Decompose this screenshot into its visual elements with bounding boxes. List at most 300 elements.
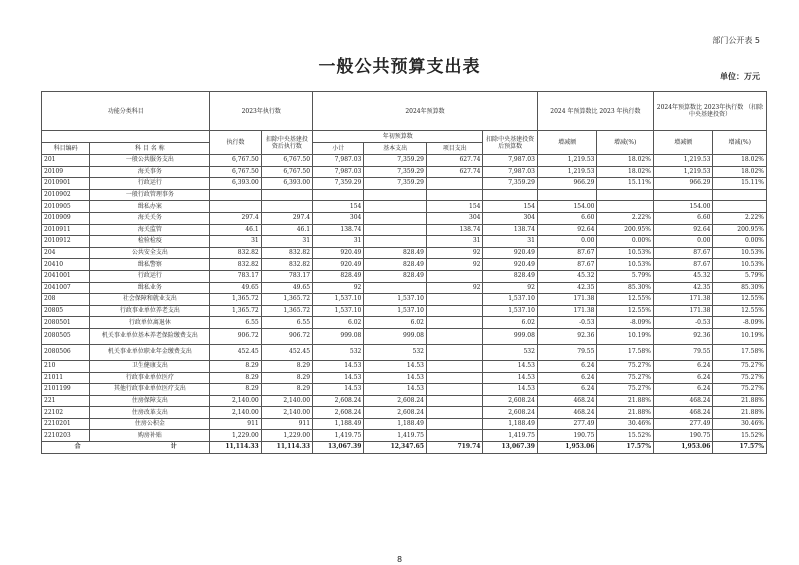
cell-budget-excl: 2,608.24 — [483, 407, 537, 419]
cell-subtotal: 532 — [313, 344, 364, 360]
cell-change-amount: 87.67 — [537, 247, 597, 259]
cell-change-percent-2: 21.88% — [713, 407, 767, 419]
table-row — [42, 395, 767, 407]
cell-budget-excl: 999.08 — [483, 328, 537, 344]
cell-code: 204 — [42, 247, 90, 259]
cell-code: 2080505 — [42, 328, 90, 344]
table-row — [42, 282, 767, 294]
cell-code: 221 — [42, 395, 90, 407]
cell-project — [427, 317, 483, 329]
cell-exec: 1,365.72 — [210, 305, 261, 317]
total-cell-subtotal: 13,067.39 — [313, 442, 364, 454]
cell-budget-excl: 2,608.24 — [483, 395, 537, 407]
cell-change-amount: 190.75 — [537, 430, 597, 442]
cell-name: 行政单位离退休 — [90, 317, 210, 329]
cell-change-percent: 21.88% — [597, 407, 653, 419]
cell-change-amount: 6.24 — [537, 360, 597, 372]
cell-basic: 1,537.10 — [364, 305, 427, 317]
cell-subtotal: 92 — [313, 282, 364, 294]
cell-code: 2080506 — [42, 344, 90, 360]
cell-subtotal: 920.49 — [313, 247, 364, 259]
cell-change-percent-2: 10.19% — [713, 328, 767, 344]
cell-project: 92 — [427, 247, 483, 259]
page-number: 8 — [396, 555, 403, 564]
cell-subtotal: 154 — [313, 201, 364, 213]
cell-basic: 828.49 — [364, 270, 427, 282]
cell-code: 2010902 — [42, 189, 90, 201]
header-compare-exec: 2024 年预算数比 2023 年执行数 — [537, 92, 653, 131]
cell-change-percent: 10.19% — [597, 328, 653, 344]
cell-exec-excl: 1,229.00 — [261, 430, 312, 442]
cell-exec: 832.82 — [210, 259, 261, 271]
cell-project: 138.74 — [427, 224, 483, 236]
cell-exec: 6,767.50 — [210, 166, 261, 178]
cell-exec-excl: 49.65 — [261, 282, 312, 294]
table-row — [42, 224, 767, 236]
cell-change-percent: 18.02% — [597, 166, 653, 178]
cell-basic: 1,419.75 — [364, 430, 427, 442]
cell-project — [427, 270, 483, 282]
cell-change-amount: 92.64 — [537, 224, 597, 236]
cell-project — [427, 178, 483, 190]
cell-exec: 911 — [210, 418, 261, 430]
cell-subtotal: 1,537.10 — [313, 305, 364, 317]
cell-project — [427, 372, 483, 384]
cell-code: 2210201 — [42, 418, 90, 430]
cell-exec-excl: 8.29 — [261, 384, 312, 396]
table-row — [42, 317, 767, 329]
cell-change-amount: 87.67 — [537, 259, 597, 271]
cell-change-percent: 12.55% — [597, 294, 653, 306]
cell-subtotal: 2,608.24 — [313, 395, 364, 407]
total-row — [42, 442, 767, 454]
cell-change-percent-2: 75.27% — [713, 372, 767, 384]
cell-project: 154 — [427, 201, 483, 213]
cell-exec — [210, 189, 261, 201]
cell-basic: 2,608.24 — [364, 407, 427, 419]
table-row — [42, 305, 767, 317]
header-name: 科 目 名 称 — [90, 143, 210, 155]
cell-budget-excl: 1,419.75 — [483, 430, 537, 442]
cell-change-percent: 75.27% — [597, 384, 653, 396]
header-subtotal: 小计 — [313, 143, 364, 155]
table-row — [42, 166, 767, 178]
cell-basic — [364, 212, 427, 224]
cell-change-amount-2: 468.24 — [653, 395, 713, 407]
total-label-right: 计 — [170, 443, 177, 451]
cell-change-percent: 18.02% — [597, 155, 653, 167]
cell-project: 627.74 — [427, 155, 483, 167]
cell-project — [427, 189, 483, 201]
cell-subtotal: 2,608.24 — [313, 407, 364, 419]
cell-project — [427, 344, 483, 360]
cell-exec: 2,140.00 — [210, 407, 261, 419]
table-body — [42, 155, 767, 454]
cell-basic: 1,537.10 — [364, 294, 427, 306]
cell-project: 92 — [427, 282, 483, 294]
cell-code: 20410 — [42, 259, 90, 271]
cell-change-percent: 2.22% — [597, 212, 653, 224]
cell-exec-excl: 46.1 — [261, 224, 312, 236]
cell-name: 其他行政事业单位医疗支出 — [90, 384, 210, 396]
cell-change-percent: 75.27% — [597, 372, 653, 384]
cell-change-amount: 171.38 — [537, 294, 597, 306]
cell-code: 2041007 — [42, 282, 90, 294]
cell-change-percent: 12.55% — [597, 305, 653, 317]
cell-project: 31 — [427, 236, 483, 248]
table-row — [42, 360, 767, 372]
cell-name: 检验检疫 — [90, 236, 210, 248]
total-cell-change-amount-2: 1,953.06 — [653, 442, 713, 454]
cell-exec-excl: 832.82 — [261, 259, 312, 271]
cell-change-amount: 92.36 — [537, 328, 597, 344]
cell-name: 住房保障支出 — [90, 395, 210, 407]
cell-change-percent-2: 15.52% — [713, 430, 767, 442]
cell-basic: 7,359.29 — [364, 155, 427, 167]
cell-change-amount-2: 468.24 — [653, 407, 713, 419]
cell-change-percent-2: -8.09% — [713, 317, 767, 329]
cell-exec-excl: 6,393.00 — [261, 178, 312, 190]
cell-exec-excl: 832.82 — [261, 247, 312, 259]
cell-basic: 999.08 — [364, 328, 427, 344]
budget-expenditure-table — [41, 91, 767, 454]
cell-change-amount-2: 6.24 — [653, 372, 713, 384]
page-title: 一般公共预算支出表 — [318, 57, 481, 77]
cell-name: 行政事业单位医疗 — [90, 372, 210, 384]
cell-basic: 1,188.49 — [364, 418, 427, 430]
cell-change-percent — [597, 189, 653, 201]
cell-change-percent-2: 12.55% — [713, 294, 767, 306]
cell-change-percent: 10.53% — [597, 247, 653, 259]
header-exec-excl: 扣除中央基建投资后执行数 — [261, 131, 312, 155]
cell-project — [427, 418, 483, 430]
cell-change-percent: 5.79% — [597, 270, 653, 282]
cell-project: 304 — [427, 212, 483, 224]
cell-change-percent-2 — [713, 189, 767, 201]
cell-change-amount-2: 277.49 — [653, 418, 713, 430]
cell-code: 208 — [42, 294, 90, 306]
cell-change-percent: 15.11% — [597, 178, 653, 190]
cell-budget-excl: 1,537.10 — [483, 305, 537, 317]
cell-change-amount-2: 92.36 — [653, 328, 713, 344]
cell-change-percent-2: 12.55% — [713, 305, 767, 317]
cell-change-percent-2: 75.27% — [713, 360, 767, 372]
cell-exec: 31 — [210, 236, 261, 248]
cell-change-amount: 42.35 — [537, 282, 597, 294]
cell-change-amount-2: 92.64 — [653, 224, 713, 236]
cell-exec-excl: 6.55 — [261, 317, 312, 329]
total-cell-change-percent-2: 17.57% — [713, 442, 767, 454]
header-basic: 基本支出 — [364, 143, 427, 155]
cell-name: 住房改革支出 — [90, 407, 210, 419]
cell-name: 海关事务 — [90, 166, 210, 178]
cell-basic — [364, 282, 427, 294]
total-cell-exec: 11,114.33 — [210, 442, 261, 454]
table-row — [42, 384, 767, 396]
cell-name: 公共安全支出 — [90, 247, 210, 259]
cell-change-percent-2: 18.02% — [713, 166, 767, 178]
cell-name: 缉私业务 — [90, 282, 210, 294]
cell-exec-excl: 2,140.00 — [261, 395, 312, 407]
cell-exec-excl: 297.4 — [261, 212, 312, 224]
cell-basic: 2,608.24 — [364, 395, 427, 407]
cell-budget-excl: 7,987.03 — [483, 155, 537, 167]
table-row — [42, 270, 767, 282]
cell-name: 海关监管 — [90, 224, 210, 236]
cell-change-percent: 21.88% — [597, 395, 653, 407]
header-change-amount: 增减额 — [537, 131, 597, 155]
cell-change-percent-2: 30.46% — [713, 418, 767, 430]
cell-basic: 828.49 — [364, 247, 427, 259]
cell-basic: 7,359.29 — [364, 178, 427, 190]
cell-subtotal: 6.02 — [313, 317, 364, 329]
header-annual-budget: 年初预算数 — [313, 131, 483, 143]
cell-change-percent: 15.52% — [597, 430, 653, 442]
cell-project — [427, 305, 483, 317]
cell-exec: 832.82 — [210, 247, 261, 259]
cell-code: 2010911 — [42, 224, 90, 236]
header-compare-exec-excl: 2024年预算数比 2023年执行数 （扣除中央基建投资） — [653, 92, 766, 131]
cell-change-amount-2: 0.00 — [653, 236, 713, 248]
cell-code: 201 — [42, 155, 90, 167]
cell-change-amount-2 — [653, 189, 713, 201]
cell-subtotal: 14.53 — [313, 384, 364, 396]
cell-exec-excl: 911 — [261, 418, 312, 430]
cell-subtotal: 14.53 — [313, 372, 364, 384]
cell-exec-excl: 8.29 — [261, 360, 312, 372]
cell-subtotal: 999.08 — [313, 328, 364, 344]
cell-subtotal: 1,419.75 — [313, 430, 364, 442]
cell-exec: 8.29 — [210, 372, 261, 384]
cell-change-amount-2: 42.35 — [653, 282, 713, 294]
total-label-left: 合 — [74, 443, 81, 451]
cell-change-amount: 154.00 — [537, 201, 597, 213]
cell-project — [427, 384, 483, 396]
header-exec: 执行数 — [210, 131, 261, 155]
cell-name: 行政事业单位养老支出 — [90, 305, 210, 317]
cell-budget-excl: 920.49 — [483, 247, 537, 259]
cell-change-percent-2: 2.22% — [713, 212, 767, 224]
header-exec-2023: 2023年执行数 — [210, 92, 313, 131]
table-row — [42, 236, 767, 248]
cell-budget-excl: 14.53 — [483, 372, 537, 384]
table-row — [42, 430, 767, 442]
cell-budget-excl — [483, 189, 537, 201]
cell-project — [427, 360, 483, 372]
cell-change-amount: 468.24 — [537, 407, 597, 419]
cell-subtotal: 7,359.29 — [313, 178, 364, 190]
cell-code: 2010905 — [42, 201, 90, 213]
cell-change-percent: 75.27% — [597, 360, 653, 372]
header-change-percent-2: 增减(%) — [713, 131, 767, 155]
cell-exec: 6,393.00 — [210, 178, 261, 190]
cell-exec: 1,229.00 — [210, 430, 261, 442]
cell-change-amount-2: -0.53 — [653, 317, 713, 329]
cell-name: 住房公积金 — [90, 418, 210, 430]
cell-change-amount: 6.24 — [537, 372, 597, 384]
cell-basic: 14.53 — [364, 360, 427, 372]
cell-change-amount-2: 1,219.53 — [653, 155, 713, 167]
total-cell-project: 719.74 — [427, 442, 483, 454]
cell-exec: 297.4 — [210, 212, 261, 224]
cell-subtotal: 828.49 — [313, 270, 364, 282]
table-row — [42, 201, 767, 213]
cell-basic: 532 — [364, 344, 427, 360]
cell-change-percent-2: 200.95% — [713, 224, 767, 236]
cell-change-percent — [597, 201, 653, 213]
cell-change-amount: 0.00 — [537, 236, 597, 248]
cell-change-amount: 45.32 — [537, 270, 597, 282]
table-row — [42, 212, 767, 224]
cell-change-amount-2: 45.32 — [653, 270, 713, 282]
cell-change-percent-2: 15.11% — [713, 178, 767, 190]
cell-project: 627.74 — [427, 166, 483, 178]
cell-change-percent: 85.30% — [597, 282, 653, 294]
header-func-category: 功能分类科目 — [42, 92, 210, 131]
cell-budget-excl: 828.49 — [483, 270, 537, 282]
cell-change-percent-2: 21.88% — [713, 395, 767, 407]
table-row — [42, 328, 767, 344]
cell-exec: 49.65 — [210, 282, 261, 294]
cell-exec: 6.55 — [210, 317, 261, 329]
cell-change-amount: 79.55 — [537, 344, 597, 360]
cell-change-amount-2: 87.67 — [653, 259, 713, 271]
cell-subtotal: 920.49 — [313, 259, 364, 271]
cell-exec-excl — [261, 189, 312, 201]
cell-change-amount-2: 171.38 — [653, 294, 713, 306]
header-project: 项目支出 — [427, 143, 483, 155]
cell-budget-excl: 6.02 — [483, 317, 537, 329]
cell-change-amount-2: 154.00 — [653, 201, 713, 213]
cell-exec: 8.29 — [210, 360, 261, 372]
cell-basic — [364, 189, 427, 201]
cell-code: 21011 — [42, 372, 90, 384]
cell-budget-excl: 31 — [483, 236, 537, 248]
cell-subtotal: 31 — [313, 236, 364, 248]
cell-change-percent-2: 18.02% — [713, 155, 767, 167]
cell-exec — [210, 201, 261, 213]
cell-change-amount-2: 6.24 — [653, 360, 713, 372]
cell-change-amount-2: 190.75 — [653, 430, 713, 442]
table-row — [42, 344, 767, 360]
cell-code: 2010909 — [42, 212, 90, 224]
header-budget-excl: 扣除中央基建投资后预算数 — [483, 131, 537, 155]
header-change-amount-2: 增减额 — [653, 131, 713, 155]
cell-change-percent: 0.00% — [597, 236, 653, 248]
cell-budget-excl: 304 — [483, 212, 537, 224]
cell-name: 机关事业单位基本养老保险缴费支出 — [90, 328, 210, 344]
cell-change-amount: 1,219.53 — [537, 155, 597, 167]
header-change-percent: 增减(%) — [597, 131, 653, 155]
cell-name: 社会保障和就业支出 — [90, 294, 210, 306]
total-cell-exec-excl: 11,114.33 — [261, 442, 312, 454]
cell-basic: 828.49 — [364, 259, 427, 271]
cell-code: 20109 — [42, 166, 90, 178]
cell-change-amount: 6.24 — [537, 384, 597, 396]
cell-code: 2041001 — [42, 270, 90, 282]
cell-project — [427, 328, 483, 344]
cell-change-percent: 17.58% — [597, 344, 653, 360]
cell-exec: 783.17 — [210, 270, 261, 282]
cell-budget-excl: 920.49 — [483, 259, 537, 271]
cell-change-percent-2: 17.58% — [713, 344, 767, 360]
cell-change-percent: 10.53% — [597, 259, 653, 271]
cell-code: 210 — [42, 360, 90, 372]
cell-basic — [364, 236, 427, 248]
cell-subtotal: 1,188.49 — [313, 418, 364, 430]
header-code: 科目编码 — [42, 143, 90, 155]
cell-exec-excl: 783.17 — [261, 270, 312, 282]
cell-exec: 2,140.00 — [210, 395, 261, 407]
total-cell-change-percent: 17.57% — [597, 442, 653, 454]
cell-name: 购房补贴 — [90, 430, 210, 442]
cell-project — [427, 294, 483, 306]
cell-change-amount: 468.24 — [537, 395, 597, 407]
table-row — [42, 178, 767, 190]
cell-basic: 14.53 — [364, 384, 427, 396]
cell-project — [427, 430, 483, 442]
cell-exec-excl: 906.72 — [261, 328, 312, 344]
cell-budget-excl: 7,359.29 — [483, 178, 537, 190]
cell-name: 行政运行 — [90, 270, 210, 282]
cell-code: 2210203 — [42, 430, 90, 442]
cell-change-percent-2: 75.27% — [713, 384, 767, 396]
cell-budget-excl: 92 — [483, 282, 537, 294]
cell-subtotal: 7,987.03 — [313, 155, 364, 167]
cell-name: 海关关务 — [90, 212, 210, 224]
table-row — [42, 247, 767, 259]
cell-basic: 6.02 — [364, 317, 427, 329]
cell-code: 2010912 — [42, 236, 90, 248]
table-row — [42, 372, 767, 384]
table-row — [42, 259, 767, 271]
cell-code: 20805 — [42, 305, 90, 317]
cell-exec-excl: 31 — [261, 236, 312, 248]
cell-exec-excl: 6,767.50 — [261, 155, 312, 167]
header-budget-2024: 2024年预算数 — [313, 92, 538, 131]
cell-change-amount: 277.49 — [537, 418, 597, 430]
table-row — [42, 189, 767, 201]
cell-subtotal: 14.53 — [313, 360, 364, 372]
cell-change-amount: 171.38 — [537, 305, 597, 317]
cell-name: 一般行政管理事务 — [90, 189, 210, 201]
cell-name: 行政运行 — [90, 178, 210, 190]
cell-budget-excl: 138.74 — [483, 224, 537, 236]
total-cell-change-amount: 1,953.06 — [537, 442, 597, 454]
cell-budget-excl: 14.53 — [483, 384, 537, 396]
total-cell-budget-excl: 13,067.39 — [483, 442, 537, 454]
cell-exec: 1,365.72 — [210, 294, 261, 306]
cell-change-amount-2: 1,219.53 — [653, 166, 713, 178]
cell-budget-excl: 7,987.03 — [483, 166, 537, 178]
cell-basic — [364, 201, 427, 213]
cell-exec: 46.1 — [210, 224, 261, 236]
cell-change-percent: 30.46% — [597, 418, 653, 430]
cell-exec: 8.29 — [210, 384, 261, 396]
cell-change-amount-2: 966.29 — [653, 178, 713, 190]
cell-basic: 14.53 — [364, 372, 427, 384]
table-row — [42, 294, 767, 306]
total-cell-basic: 12,347.65 — [364, 442, 427, 454]
cell-subtotal: 304 — [313, 212, 364, 224]
cell-budget-excl: 14.53 — [483, 360, 537, 372]
cell-change-amount-2: 6.24 — [653, 384, 713, 396]
cell-exec-excl: 2,140.00 — [261, 407, 312, 419]
cell-change-amount-2: 6.60 — [653, 212, 713, 224]
cell-name: 机关事业单位职业年金缴费支出 — [90, 344, 210, 360]
unit-label: 单位：万元 — [720, 72, 760, 81]
cell-exec: 6,767.50 — [210, 155, 261, 167]
